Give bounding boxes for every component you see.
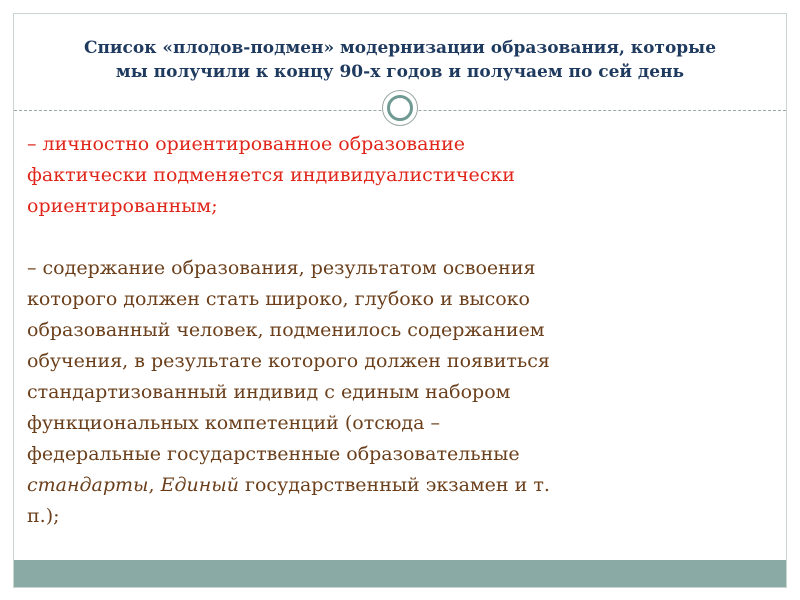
p1-line3: ориентированным; [27, 195, 218, 217]
paragraph-education-content [27, 253, 707, 532]
p2-unified-italic: Единый [160, 474, 239, 496]
p2-line7: федеральные государственные образовательные [27, 443, 520, 465]
p2-line2: которого должен стать широко, глубоко и высоко [27, 288, 530, 310]
slide-title-line1: Список «плодов-подмен» модернизации образования, которые [83, 38, 717, 58]
slide-title-line2: мы получили к концу 90-х годов и получаем по сей день [115, 62, 685, 82]
p2-separator: , [148, 474, 161, 496]
p1-line1: – личностно ориентированное образование [27, 133, 466, 155]
p2-line5: стандартизованный индивид с единым набором [27, 381, 511, 403]
slide-title [18, 36, 782, 84]
paragraph-personal-oriented [27, 129, 707, 222]
p1-line2: фактически подменяется индивидуалистически [27, 164, 515, 186]
slide-body [27, 129, 707, 532]
p2-line9: п.); [27, 505, 60, 527]
circle-ornament-inner [387, 95, 413, 121]
p2-line3: образованный человек, подменилось содержанием [27, 319, 545, 341]
p2-standards-italic: стандарты [27, 474, 149, 496]
circle-ornament-icon [382, 90, 418, 126]
p2-line8-rest: государственный экзамен и т. [239, 474, 550, 496]
footer-accent-bar [14, 560, 786, 587]
p2-line6: функциональных компетенций (отсюда – [27, 412, 440, 434]
p2-line4: обучения, в результате которого должен появиться [27, 350, 550, 372]
p2-line1: – содержание образования, результатом освоения [27, 257, 536, 279]
